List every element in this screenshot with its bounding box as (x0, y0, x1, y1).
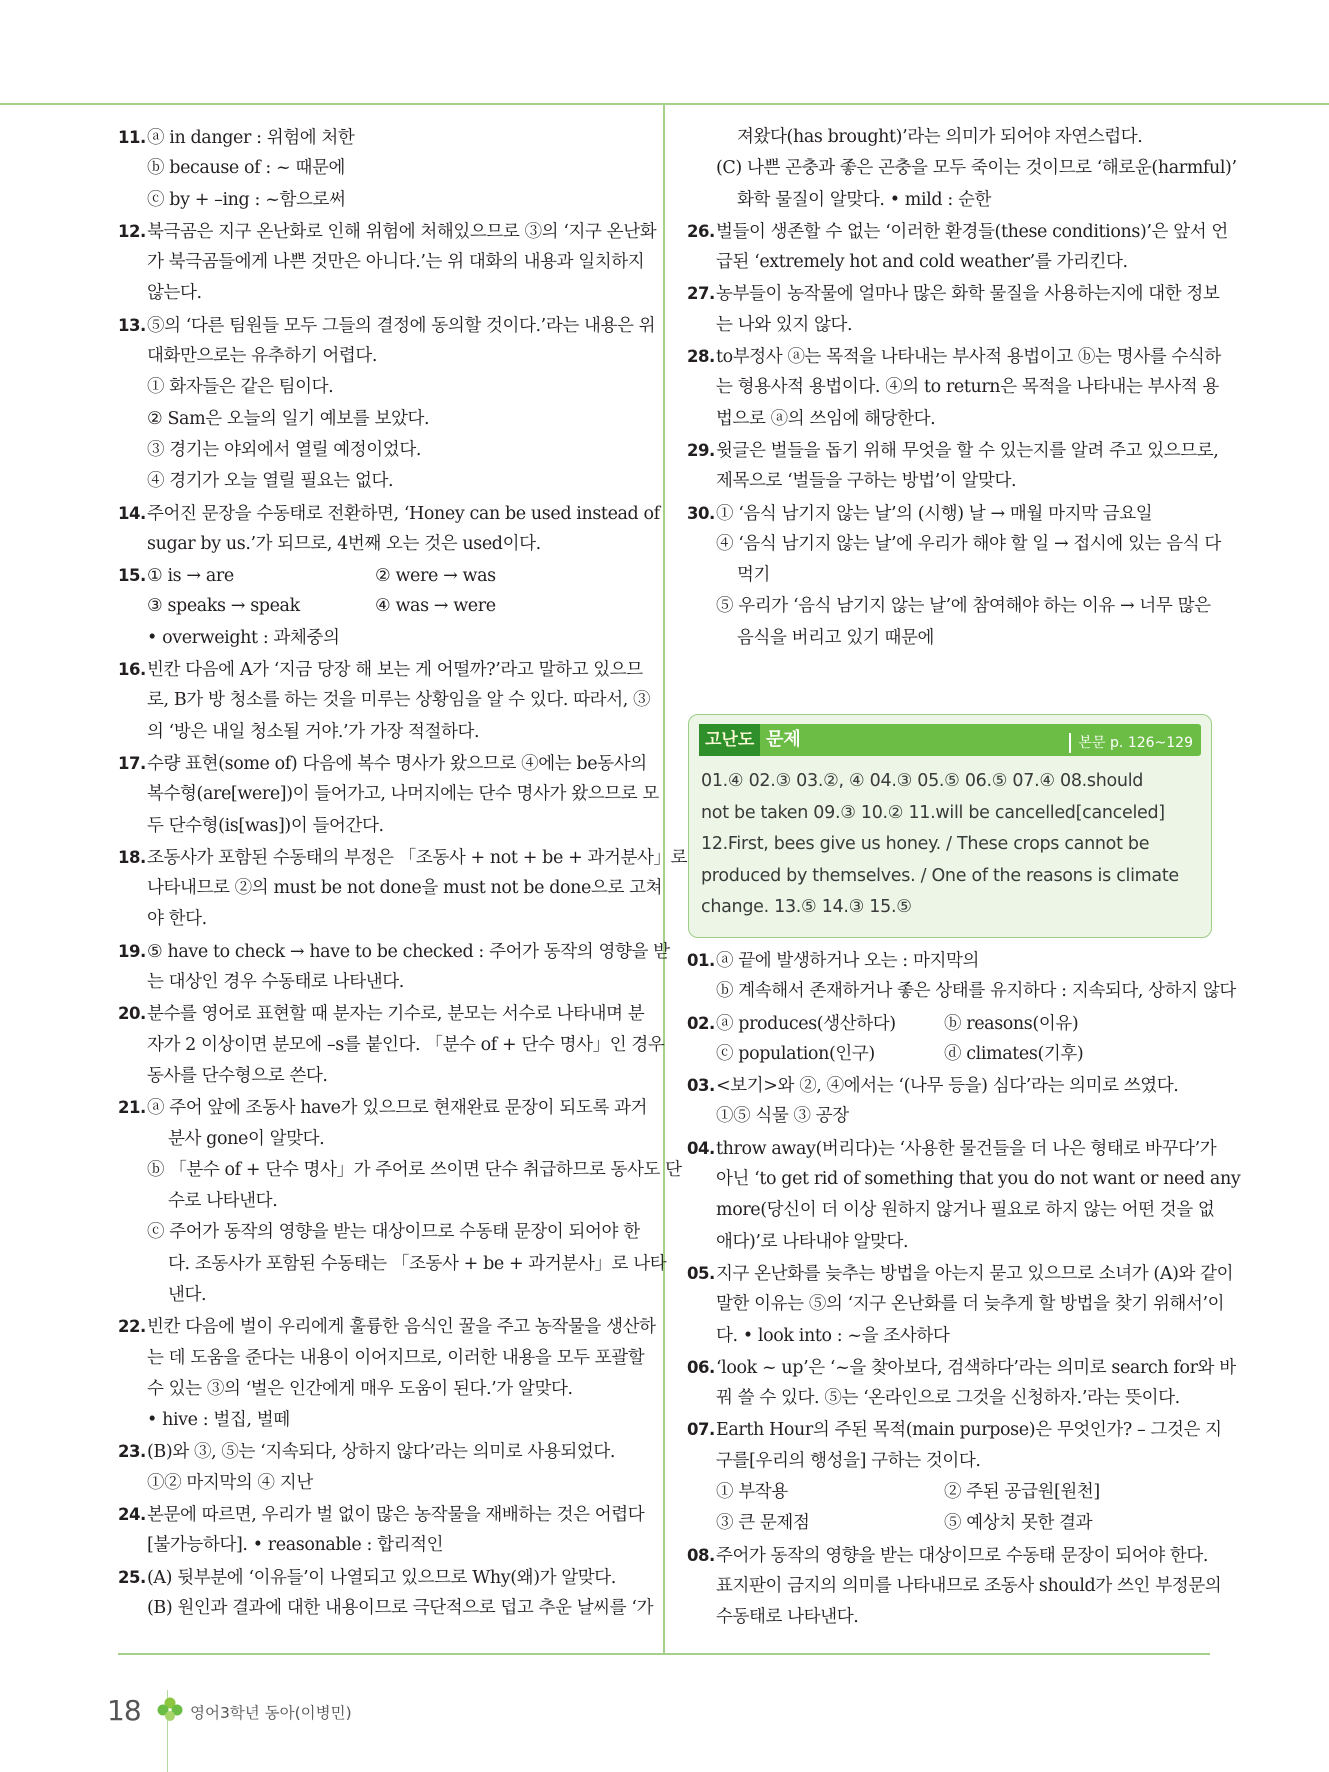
item-number: 02. (687, 1013, 715, 1033)
answer-item (687, 1133, 1241, 1258)
answer-text: 법으로 ⓐ의 쓰임에 해당한다. (716, 408, 936, 429)
right-column-top (687, 122, 1237, 654)
answer-line (118, 1499, 645, 1530)
answer-text: ①⑤ 식물 ③ 공장 (716, 1106, 849, 1127)
answer-line (118, 185, 640, 216)
answer-line (118, 1061, 640, 1092)
item-number: 16. (118, 660, 146, 680)
answer-text: throw away(버리다)는 ‘사용한 물건들을 더 나은 형태로 바꾸다’가 (716, 1138, 1217, 1159)
choice-option: ② 주된 공급원[원천] (944, 1482, 1100, 1503)
answer-line (118, 122, 640, 153)
answer-item (118, 1562, 654, 1625)
answer-text: 분수를 영어로 표현할 때 분자는 기수로, 분모는 서수로 나타내며 분 (147, 1004, 645, 1025)
answer-text: 야 한다. (147, 909, 207, 930)
answer-text: ④ 경기가 오늘 열릴 필요는 없다. (147, 471, 394, 492)
answer-text: 빈칸 다음에 A가 ‘지금 당장 해 보는 게 어떨까?’라고 말하고 있으므 (147, 660, 643, 681)
answer-line (118, 967, 640, 998)
challenge-answer-box (688, 714, 1212, 938)
item-number: 27. (687, 284, 715, 304)
choice-option: ② were → was (375, 566, 496, 587)
answer-text: 윗글은 벌들을 돕기 위해 무엇을 할 수 있는지를 알려 주고 있으므로, (716, 440, 1219, 461)
answer-line (118, 1593, 654, 1624)
answer-item (687, 1352, 1236, 1415)
answer-text: ⓐ 주어 앞에 조동사 have가 있으므로 현재완료 문장이 되도록 과거 (147, 1098, 648, 1119)
answer-line (687, 122, 1210, 153)
answer-text: 급된 ‘extremely hot and cold weather’를 가리킨다. (716, 252, 1128, 273)
answer-text: 수동태로 나타낸다. (716, 1607, 859, 1628)
left-column (118, 122, 688, 1624)
answer-line (687, 216, 1228, 247)
answer-line (687, 185, 1210, 216)
item-number: 20. (118, 1004, 146, 1024)
choice-row (687, 1039, 1210, 1070)
answer-text: more(당신이 더 이상 원하지 않거나 필요로 하지 않는 어떤 것을 없 (716, 1200, 1215, 1221)
answer-text: 대화만으로는 유추하기 어렵다. (147, 346, 378, 367)
answer-text: 애다)’로 나타내야 알맞다. (716, 1231, 909, 1252)
answer-line (118, 498, 660, 529)
choice-option: ⓓ climates(기후) (944, 1043, 1084, 1064)
item-number: 21. (118, 1098, 146, 1118)
answer-item (687, 945, 1236, 1008)
item-number: 03. (687, 1076, 715, 1096)
answer-line (118, 1343, 645, 1374)
answer-text: ⓒ by + –ing : ~함으로써 (147, 189, 346, 210)
right-column (687, 122, 1237, 654)
answer-line (687, 466, 1210, 497)
answer-line: 01.④ 02.③ 03.②, ④ 04.③ 05.⑤ 06.⑤ 07.④ 08.should (701, 771, 1144, 791)
answer-item (687, 216, 1228, 279)
answer-item (118, 842, 688, 936)
answer-text: 수 있는 ③의 ‘벌은 인간에게 매우 도움이 된다.’가 알맞다. (147, 1378, 573, 1399)
answer-line (118, 1030, 665, 1061)
item-number: 22. (118, 1317, 146, 1337)
answer-line (687, 591, 1210, 622)
answer-text: 제목으로 ‘벌들을 구하는 방법’이 알맞다. (716, 471, 1017, 492)
answer-text: 주어진 문장을 수동태로 전환하면, ‘Honey can be used instead of (147, 503, 660, 524)
answer-line (687, 945, 1210, 976)
answer-line (687, 1571, 1222, 1602)
answer-line (687, 1321, 1210, 1352)
answer-text: 수로 나타낸다. (168, 1191, 278, 1212)
answer-text: 표지판이 금지의 의미를 나타내므로 조동사 should가 쓰인 부정문의 (716, 1575, 1222, 1596)
answer-item (118, 498, 660, 561)
answer-text: (B) 원인과 결과에 대한 내용이므로 극단적으로 덥고 추운 날씨를 ‘가 (147, 1597, 654, 1618)
answer-line (118, 717, 640, 748)
answer-line (118, 1374, 640, 1405)
answer-line (687, 1602, 1210, 1633)
answer-item (687, 278, 1220, 341)
answer-line (118, 1436, 640, 1467)
item-number: 29. (687, 440, 715, 460)
item-number: 26. (687, 221, 715, 241)
answer-line (118, 466, 640, 497)
answer-text: (B)와 ③, ⑤는 ‘지속되다, 상하지 않다’라는 의미로 사용되었다. (147, 1442, 616, 1463)
answer-text: 낸다. (168, 1284, 207, 1305)
answer-line: 12.First, bees give us honey. / These crops cannot be (701, 834, 1150, 854)
answer-text: ⓑ 계속해서 존재하거나 좋은 상태를 유지하다 : 지속되다, 상하지 않다 (716, 981, 1236, 1002)
answer-item (118, 216, 657, 310)
answer-item (687, 122, 1237, 216)
answer-text: ⑤의 ‘다른 팀원들 모두 그들의 결정에 동의할 것이다.’라는 내용은 위 (147, 315, 656, 336)
answer-text: 다. 조동사가 포함된 수동태는 「조동사 + be + 과거분사」로 나타 (168, 1253, 667, 1274)
answer-line (687, 153, 1237, 184)
answer-line (118, 404, 640, 435)
answer-text: 꿔 쓸 수 있다. ⑤는 ‘온라인으로 그것을 신청하자.’라는 뜻이다. (716, 1388, 1180, 1409)
answer-item (687, 1540, 1222, 1634)
choice-option: ⑤ 예상치 못한 결과 (944, 1513, 1093, 1534)
answer-item (118, 1311, 656, 1436)
answer-text: 로, B가 방 청소를 하는 것을 미루는 상황임을 알 수 있다. 따라서, ③ (147, 690, 651, 711)
item-number: 17. (118, 753, 146, 773)
answer-text: 는 데 도움을 준다는 내용이 이어지므로, 이러한 내용을 모두 포괄할 (147, 1347, 645, 1368)
answer-line (118, 153, 640, 184)
answer-text: ② Sam은 오늘의 일기 예보를 보았다. (147, 408, 430, 429)
item-number: 19. (118, 941, 146, 961)
answer-key (701, 766, 1199, 924)
choice-row (687, 1508, 1210, 1539)
answer-text: to부정사 ⓐ는 목적을 나타내는 부사적 용법이고 ⓑ는 명사를 수식하 (716, 347, 1221, 368)
answer-line (118, 779, 659, 810)
answer-text: 아닌 ‘to get rid of something that you do not want or need any (716, 1169, 1241, 1190)
answer-line (687, 1164, 1241, 1195)
answer-line (118, 1530, 640, 1561)
answer-text: [불가능하다]. • reasonable : 합리적인 (147, 1535, 444, 1556)
answer-text: 다. • look into : ~을 조사하다 (716, 1325, 950, 1346)
answer-line (118, 998, 645, 1029)
choice-option: ⓑ reasons(이유) (944, 1013, 1079, 1034)
item-number: 30. (687, 503, 715, 523)
answer-item (687, 498, 1221, 654)
item-number: 15. (118, 566, 146, 586)
answer-text: ‘look ~ up’은 ‘~을 찾아보다, 검색하다’라는 의미로 search for와 바 (716, 1357, 1236, 1378)
answer-line (687, 976, 1236, 1007)
answer-text: (C) 나쁜 곤충과 좋은 곤충을 모두 죽이는 것이므로 ‘해로운(harmful)’ (716, 158, 1237, 179)
answer-text: ① 화자들은 같은 팀이다. (147, 377, 334, 398)
answer-line (687, 404, 1210, 435)
answer-text: ④ ‘음식 남기지 않는 날’에 우리가 해야 할 일 → 접시에 있는 음식 다 (716, 533, 1221, 554)
answer-item (118, 1436, 640, 1499)
answer-item (687, 341, 1221, 435)
answer-line (687, 1101, 1210, 1132)
answer-text: 나타내므로 ②의 must be not done을 must not be done으로 고쳐 (147, 878, 663, 899)
answer-text: ⑤ have to check → have to be checked : 주어가 동작의 영향을 받 (147, 941, 670, 962)
answer-item (118, 936, 670, 999)
answer-line (687, 1540, 1210, 1571)
answer-line (118, 1311, 656, 1342)
item-number: 01. (687, 951, 715, 970)
answer-line (118, 310, 656, 341)
answer-item (118, 560, 640, 654)
answer-line: change. 13.⑤ 14.③ 15.⑤ (701, 897, 912, 917)
answer-line: produced by themselves. / One of the reasons is climate (701, 865, 1179, 886)
page-reference: 본문 p. 126~129 (1069, 733, 1193, 753)
answer-line (118, 1092, 648, 1123)
answer-text: ⑤ 우리가 ‘음식 남기지 않는 날’에 참여해야 하는 이유 → 너무 많은 (716, 596, 1211, 617)
challenge-box-title: 문제 (766, 729, 801, 750)
answer-item (687, 1070, 1210, 1133)
answer-line (687, 1133, 1217, 1164)
answer-text: 조동사가 포함된 수동태의 부정은 「조동사 + not + be + 과거분사」로 (147, 847, 688, 868)
answer-text: 먹기 (737, 565, 771, 586)
answer-line (118, 529, 640, 560)
choice-row (687, 1008, 1210, 1039)
answer-line (118, 1468, 640, 1499)
answer-text: (A) 뒷부분에 ‘이유들’이 나열되고 있으므로 Why(왜)가 알맞다. (147, 1567, 616, 1588)
choice-option: ③ 큰 문제점 (716, 1513, 810, 1534)
answer-text: 북극곰은 지구 온난화로 인해 위험에 처해있으므로 ③의 ‘지구 온난화 (147, 221, 657, 242)
answer-line (118, 1217, 640, 1248)
answer-line (687, 435, 1219, 466)
answer-line (687, 1446, 1210, 1477)
answer-text: 벌들이 생존할 수 없는 ‘이러한 환경들(these conditions)’은 앞서 언 (716, 221, 1228, 242)
answer-line (118, 1249, 667, 1280)
answer-line (118, 435, 640, 466)
answer-text: 본문에 따르면, 우리가 벌 없이 많은 농작물을 재배하는 것은 어렵다 (147, 1505, 645, 1526)
answer-text: 분사 gone이 알맞다. (168, 1128, 325, 1149)
answer-text: 빈칸 다음에 벌이 우리에게 훌륭한 음식인 꿀을 주고 농작물을 생산하 (147, 1317, 656, 1338)
answer-line (118, 748, 647, 779)
answer-item (687, 1258, 1234, 1352)
column-divider (663, 105, 665, 1653)
answer-item (118, 748, 659, 842)
answer-line (687, 341, 1221, 372)
answer-line (118, 1124, 640, 1155)
answer-line (118, 654, 643, 685)
answer-line (118, 1405, 640, 1436)
answer-text: ③ 경기는 야외에서 열릴 예정이었다. (147, 439, 421, 460)
answer-line (687, 372, 1219, 403)
choice-option: ④ was → were (375, 596, 496, 617)
item-number: 08. (687, 1545, 715, 1565)
answer-text: ① ‘음식 남기지 않는 날’의 (시행) 날 → 매월 마지막 금요일 (716, 503, 1153, 524)
answer-text: <보기>와 ②, ④에서는 ‘(나무 등을) 심다’라는 의미로 쓰였다. (716, 1076, 1179, 1097)
item-number: 06. (687, 1357, 715, 1377)
item-number: 14. (118, 503, 146, 523)
answer-text: 주어가 동작의 영향을 받는 대상이므로 수동태 문장이 되어야 한다. (716, 1545, 1209, 1566)
answer-line (118, 904, 640, 935)
answer-text: 의 ‘방은 내일 청소될 거야.’가 가장 적절하다. (147, 721, 480, 742)
answer-line (118, 623, 640, 654)
answer-line (118, 936, 670, 967)
answer-line (687, 1383, 1210, 1414)
answer-line (687, 560, 1210, 591)
choice-row (687, 1477, 1210, 1508)
answer-text: sugar by us.’가 되므로, 4번째 오는 것은 used이다. (147, 533, 541, 554)
answer-line (687, 623, 1210, 654)
book-title: 영어3학년 동아(이병민) (190, 1704, 352, 1722)
item-number: 05. (687, 1263, 715, 1283)
answer-line (687, 1258, 1234, 1289)
answer-text: • hive : 벌집, 벌떼 (147, 1410, 290, 1431)
answer-text: 복수형(are[were])이 들어가고, 나머지에는 단수 명사가 왔으므로 모 (147, 784, 659, 805)
answer-text: 가 북극곰들에게 나쁜 것만은 아니다.’는 위 대화의 내용과 일치하지 (147, 252, 645, 273)
answer-line (687, 247, 1210, 278)
challenge-box-header (699, 724, 1201, 756)
answer-text: 자가 2 이상이면 분모에 –s를 붙인다. 「분수 of + 단수 명사」인 경우 (147, 1034, 665, 1055)
answer-line (118, 1562, 640, 1593)
bottom-rule (118, 1653, 1210, 1655)
answer-text: 않는다. (147, 283, 202, 304)
item-number: 23. (118, 1442, 146, 1462)
item-number: 11. (118, 128, 146, 147)
answer-text: ⓐ in danger : 위험에 처한 (147, 128, 355, 148)
answer-line (687, 1352, 1236, 1383)
difficulty-tag: 고난도 (699, 724, 760, 756)
answer-line (118, 278, 640, 309)
answer-item (687, 1414, 1222, 1539)
answer-text: 는 대상인 경우 수동태로 나타낸다. (147, 972, 404, 993)
answer-text: ⓑ 「분수 of + 단수 명사」가 주어로 쓰이면 단수 취급하므로 동사도 단 (147, 1159, 682, 1180)
answer-line (687, 1195, 1215, 1226)
answer-item (118, 310, 656, 498)
answer-text: 수량 표현(some of) 다음에 복수 명사가 왔으므로 ④에는 be동사의 (147, 753, 647, 774)
answer-text: 농부들이 농작물에 얼마나 많은 화학 물질을 사용하는지에 대한 정보 (716, 284, 1220, 305)
choice-option: ⓒ population(인구) (716, 1043, 875, 1064)
answer-text: ⓑ because of : ~ 때문에 (147, 158, 346, 179)
answer-item (118, 1499, 645, 1562)
answer-item (118, 122, 640, 216)
item-number: 04. (687, 1138, 715, 1158)
answer-text: 두 단수형(is[was])이 들어간다. (147, 815, 384, 836)
answer-line: not be taken 09.③ 10.② 11.will be cancelled[canceled] (701, 802, 1165, 823)
answer-line (118, 873, 663, 904)
answer-line (118, 685, 651, 716)
page-number: 18 (107, 1694, 141, 1727)
item-number: 24. (118, 1505, 146, 1525)
item-number: 25. (118, 1567, 146, 1587)
answer-item (118, 998, 665, 1092)
answer-text: 지구 온난화를 늦추는 방법을 아는지 묻고 있으므로 소녀가 (A)와 같이 (716, 1263, 1234, 1284)
answer-item (118, 1092, 682, 1311)
item-number: 12. (118, 221, 146, 241)
answer-line (118, 1186, 640, 1217)
answer-text: 음식을 버리고 있기 때문에 (737, 627, 935, 648)
answer-text: ⓐ 끝에 발생하거나 오는 : 마지막의 (716, 951, 979, 971)
answer-line (687, 1227, 1210, 1258)
answer-text: ①② 마지막의 ④ 지난 (147, 1472, 313, 1493)
answer-line (118, 247, 645, 278)
item-number: 13. (118, 315, 146, 335)
answer-line (118, 1155, 682, 1186)
answer-line (118, 216, 657, 247)
item-number: 07. (687, 1420, 715, 1440)
answer-line (118, 372, 640, 403)
answer-line (118, 341, 640, 372)
answer-text: 는 나와 있지 않다. (716, 314, 853, 335)
answer-line (687, 1070, 1210, 1101)
answer-text: 동사를 단수형으로 쓴다. (147, 1065, 328, 1086)
answer-line (687, 278, 1220, 309)
answer-line (687, 310, 1210, 341)
answer-line (118, 1280, 640, 1311)
choice-option: ③ speaks → speak (147, 596, 300, 617)
answer-text: Earth Hour의 주된 목적(main purpose)은 무엇인가? – 그것은 지 (716, 1420, 1222, 1441)
clover-leaf-icon (156, 1696, 184, 1728)
item-number: 18. (118, 847, 146, 867)
right-column-bottom (687, 945, 1241, 1634)
answer-item (687, 1008, 1210, 1071)
answer-line (118, 842, 688, 873)
answer-line (118, 811, 640, 842)
answer-item (687, 435, 1219, 498)
choice-option: ① is → are (147, 566, 234, 587)
answer-text: 는 형용사적 용법이다. ④의 to return은 목적을 나타내는 부사적 용 (716, 377, 1219, 398)
item-number: 28. (687, 347, 715, 367)
answer-text: 구를[우리의 행성을] 구하는 것이다. (716, 1450, 981, 1471)
answer-text: 져왔다(has brought)’라는 의미가 되어야 자연스럽다. (737, 127, 1143, 147)
answer-line (687, 498, 1210, 529)
answer-text: • overweight : 과체중의 (147, 627, 340, 648)
answer-text: 말한 이유는 ⑤의 ‘지구 온난화를 더 늦추게 할 방법을 찾기 위해서’이 (716, 1294, 1225, 1315)
choice-option: ① 부작용 (716, 1482, 788, 1503)
answer-line (687, 529, 1221, 560)
choice-row (118, 591, 640, 622)
choice-option: ⓐ produces(생산하다) (716, 1013, 896, 1034)
answer-line (687, 1289, 1225, 1320)
answer-text: ⓒ 주어가 동작의 영향을 받는 대상이므로 수동태 문장이 되어야 한 (147, 1222, 640, 1243)
answer-item (118, 654, 651, 748)
answer-line (687, 1414, 1222, 1445)
answer-text: 화학 물질이 알맞다. • mild : 순한 (737, 189, 991, 210)
choice-row (118, 560, 640, 591)
